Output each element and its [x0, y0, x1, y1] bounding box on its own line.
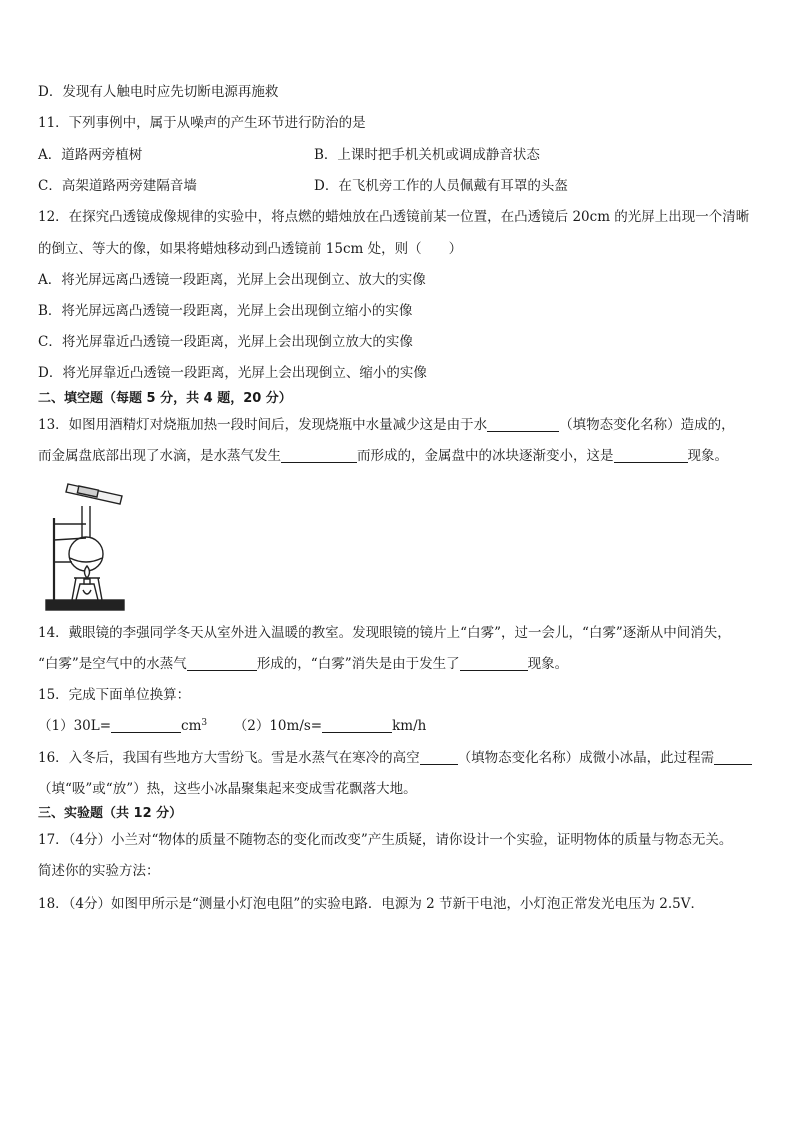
- q13-line2: 而金属盘底部出现了水滴，是水蒸气发生 而形成的，金属盘中的冰块逐渐变小，这是 现象。: [38, 448, 728, 464]
- q15-parts: $(1)30L= cm^3$ （2）10m/s= km/h: [38, 718, 427, 734]
- q10-option-d: D．发现有人触电时应先切断电源再施救: [38, 84, 279, 100]
- q13-blank-1[interactable]: [487, 417, 559, 432]
- q16-line1: 16．入冬后，我国有些地方大雪纷飞。雪是水蒸气在寒冷的高空 （填物态变化名称）成微小冰晶，此过程需: [38, 749, 758, 767]
- q12-option-a: A．将光屏远离凸透镜一段距离，光屏上会出现倒立、放大的实像: [38, 272, 426, 288]
- alcohol-lamp-flask-figure: [44, 478, 128, 614]
- q11-option-d: D．在飞机旁工作的人员佩戴有耳罩的头盔: [314, 178, 568, 194]
- q13-blank-3[interactable]: [614, 448, 688, 463]
- q15-stem: 15．完成下面单位换算：: [38, 687, 191, 703]
- q12-option-b: B．将光屏远离凸透镜一段距离，光屏上会出现倒立缩小的实像: [38, 303, 413, 319]
- q14-blank-2[interactable]: [460, 656, 528, 671]
- q11-option-a: A．道路两旁植树: [38, 147, 143, 163]
- q16-line2: （填“吸”或“放”）热，这些小冰晶聚集起来变成雪花飘落大地。: [38, 781, 417, 797]
- q17-line1: 17．（4分）小兰对“物体的质量不随物态的变化而改变”产生质疑，请你设计一个实验，证明物体的质量与物态无关。: [38, 832, 733, 848]
- q11-stem: 11．下列事例中，属于从噪声的产生环节进行防治的是: [38, 115, 366, 131]
- q12-option-d: D．将光屏靠近凸透镜一段距离，光屏上会出现倒立、缩小的实像: [38, 365, 427, 381]
- q14-line2: “白雾”是空气中的水蒸气 形成的，“白雾”消失是由于发生了 现象。: [38, 656, 569, 672]
- q14-line1: 14．戴眼镜的李强同学冬天从室外进入温暖的教室。发现眼镜的镜片上“白雾”，过一会儿，“白雾”逐渐从中间消失，: [38, 625, 731, 641]
- q12-stem-line2: 的倒立、等大的像，如果将蜡烛移动到凸透镜前 15cm 处，则（ ）: [38, 241, 463, 257]
- q17-line2: 简述你的实验方法：: [38, 863, 160, 879]
- q15-blank-1[interactable]: [111, 718, 181, 733]
- q14-blank-1[interactable]: [187, 656, 257, 671]
- q12-stem-line1: 12．在探究凸透镜成像规律的实验中，将点燃的蜡烛放在凸透镜前某一位置，在凸透镜后 20cm 的光屏上出现一个清晰: [38, 209, 750, 225]
- q15-blank-2[interactable]: [322, 718, 392, 733]
- q11-option-b: B．上课时把手机关机或调成静音状态: [314, 147, 540, 163]
- q18-line1: 18．（4分）如图甲所示是“测量小灯泡电阻”的实验电路．电源为 2 节新干电池，小灯泡正常发光电压为 2.5V．: [38, 896, 705, 912]
- q11-option-c: C．高架道路两旁建隔音墙: [38, 178, 197, 194]
- q13-blank-2[interactable]: [281, 448, 357, 463]
- section-experiment-heading: 三、实验题（共 12 分）: [38, 806, 183, 821]
- q13-line1: 13．如图用酒精灯对烧瓶加热一段时间后，发现烧瓶中水量减少这是由于水 （填物态变化名称）造成的，: [38, 417, 735, 433]
- q16-blank-1[interactable]: [420, 750, 458, 765]
- section-fill-in-heading: 二、填空题（每题 5 分，共 4 题，20 分）: [38, 391, 292, 406]
- q16-blank-2[interactable]: [714, 750, 752, 765]
- q12-option-c: C．将光屏靠近凸透镜一段距离，光屏上会出现倒立放大的实像: [38, 334, 413, 350]
